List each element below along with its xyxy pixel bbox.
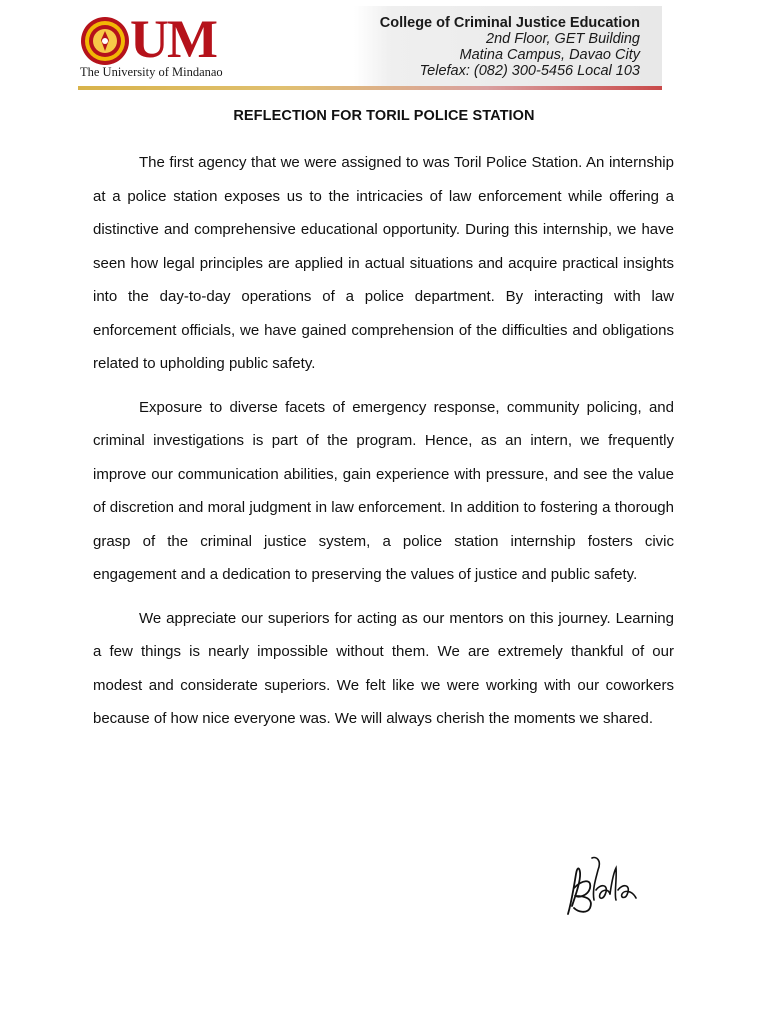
um-logo-text: UM — [130, 9, 216, 69]
paragraph-1: The first agency that we were assigned to was Toril Police Station. An internship at a police station exposes us to the intricacies of law enforcement while offering a distinctive and comprehensive educational opportunity. During this internship, we have seen how legal principles are applied in actual situations and acquire practical insights into the day-to-day operations of a police department. By interacting with law enforcement officials, we have gained comprehension of the difficulties and obligations related to upholding public safety. — [93, 154, 674, 372]
letterhead-divider — [78, 86, 662, 90]
signature-icon — [562, 850, 644, 920]
document-body — [93, 146, 674, 746]
document-title: REFLECTION FOR TORIL POLICE STATION — [233, 108, 535, 124]
letterhead — [78, 6, 662, 90]
paragraph-2: Exposure to diverse facets of emergency response, community policing, and criminal investigations is part of the program. Hence, as an intern, we frequently improve our communication abilities, gain experience with pressure, and see the value of discretion and moral judgment in law enforcement. In addition to fostering a thorough grasp of the criminal justice system, a police station internship fosters civic engagement and a dedication to preserving the values of justice and public safety. — [93, 398, 674, 583]
university-name: The University of Mindanao — [80, 65, 223, 79]
college-name: College of Criminal Justice Education — [379, 15, 640, 31]
letterhead-info-panel — [354, 6, 662, 90]
address-line-1: 2nd Floor, GET Building — [486, 31, 640, 47]
address-line-2: Matina Campus, Davao City — [459, 47, 640, 63]
telefax-line: Telefax: (082) 300-5456 Local 103 — [419, 63, 640, 79]
college-info — [380, 15, 640, 79]
university-seal-icon — [80, 16, 130, 66]
paragraph-3: We appreciate our superiors for acting as our mentors on this journey. Learning a few things is nearly impossible without them. We are extremely thankful of our modest and considerate superiors. We felt like we were working with our coworkers because of how nice everyone was. We will always cherish the moments we shared. — [93, 609, 674, 727]
